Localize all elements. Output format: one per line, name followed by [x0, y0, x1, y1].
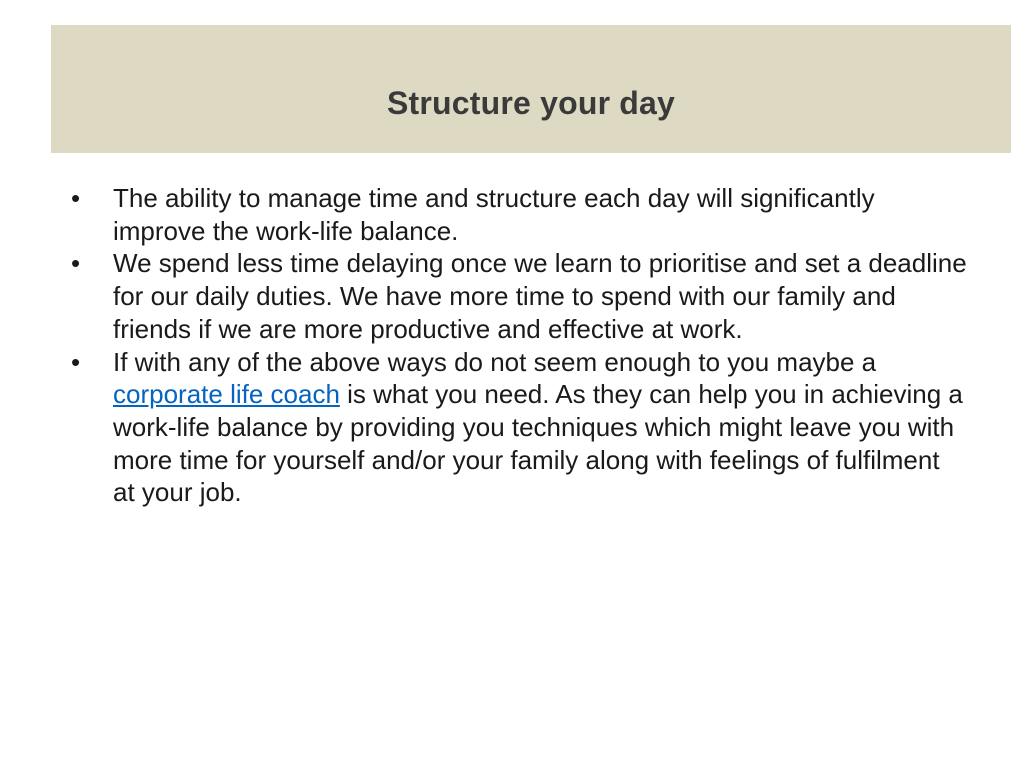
- title-band: [51, 25, 1011, 153]
- corporate-life-coach-link[interactable]: corporate life coach: [113, 379, 340, 410]
- bullet-list: [68, 182, 968, 509]
- bullet-dot-icon: •: [71, 248, 81, 279]
- bullet-item: [68, 247, 968, 345]
- bullet-dot-icon: •: [71, 183, 81, 213]
- slide-title: Structure your day: [386, 85, 676, 121]
- bullet-text-before-link: If with any of the above ways do not seem enough to you maybe a: [113, 346, 877, 377]
- bullet-text-after-link: is what you need. As they can help you in achieving a work-life balance by providing you techniques which might leave you with more time for yourself and/or your family along with feelings of fulfilment at your job.: [113, 379, 963, 508]
- slide-body: [68, 182, 968, 509]
- bullet-text: We spend less time delaying once we learn to prioritise and set a deadline for our daily duties. We have more time to spend with our family and friends if we are more productive and effective at work.: [113, 248, 967, 344]
- bullet-item: [68, 182, 968, 247]
- bullet-text: The ability to manage time and structure each day will significantly improve the work-life balance.: [113, 183, 875, 246]
- bullet-dot-icon: •: [71, 346, 81, 377]
- bullet-item: [68, 346, 968, 510]
